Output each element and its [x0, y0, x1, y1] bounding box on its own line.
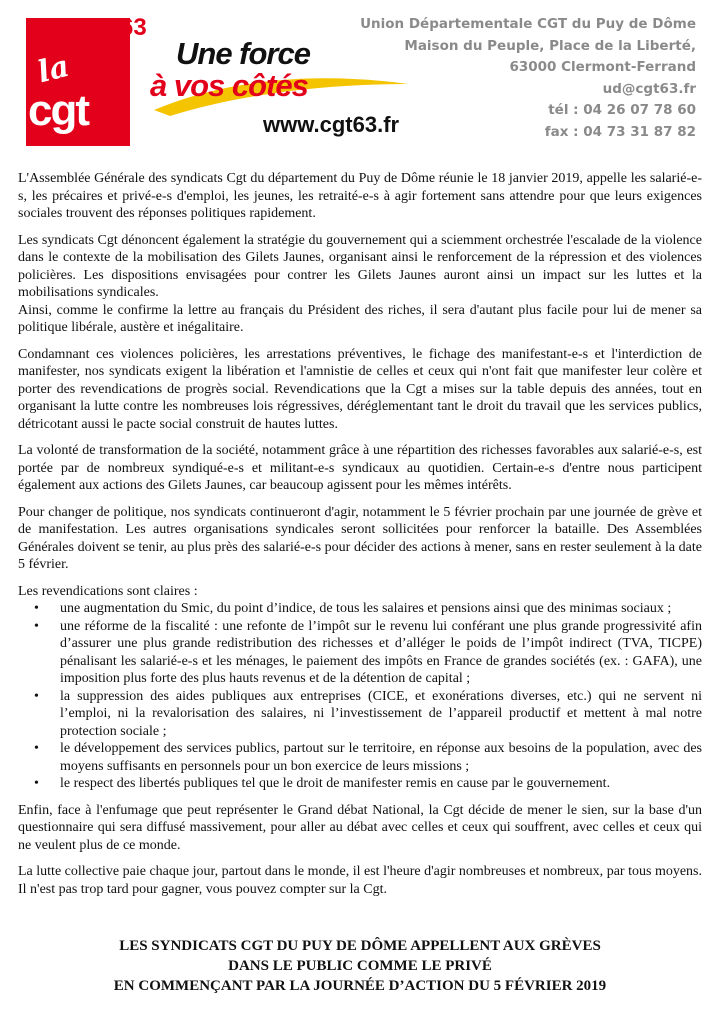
address-fax: fax : 04 73 31 87 82 — [544, 123, 696, 140]
call-to-action-line-1: LES SYNDICATS CGT DU PUY DE DÔME APPELLENT AUX GRÈVES — [119, 938, 601, 954]
address-line-city: 63000 Clermont-Ferrand — [509, 59, 696, 75]
paragraph-6: Pour changer de politique, nos syndicats continueront d'agir, notamment le 5 février prochain par une journée de grève et de manifestation. Les autres organisations syndicales seront sollicitées pour renforcer la bataille. Des Assemblées Générales doivent se tenir, au plus près des salarié-e-s pour décider des actions à mener, sans en rester seulement à la date 5 février. — [18, 504, 702, 572]
list-item-text: une réforme de la fiscalité : une refonte de l’impôt sur le revenu lui conférant une plus grande progressivité afin d’assurer une plus grande redistribution des richesses et d’alléger le poids de l’impôt indirect (TVA, TICPE) pénalisant les salarié-e-s et les ménages, le paiement des impôts en France de grandes sociétés (ex. : GAFA), une imposition plus forte des plus hauts revenus et de la détention de capital ; — [60, 618, 702, 686]
list-intro: Les revendications sont claires : — [18, 583, 198, 599]
list-item — [18, 600, 702, 618]
website-link[interactable]: www.cgt63.fr — [263, 112, 400, 137]
paragraph-4: Condamnant ces violences policières, les arrestations préventives, le fichage des manifestant-e-s et l'interdiction de manifester, nos syndicats exigent la libération et l'amnistie de celles et ceux qui n'ont fait que manifester leur colère et porter des revendications de progrès social. Revendications que la Cgt a mises sur la table depuis des années, tout en organisant la lutte contre les nombreuses lois régressives, déréglementant tant le droit du travail que les services publics, détricotant aussi le pacte social construit de hautes luttes. — [18, 346, 702, 432]
logo-department-number: 63 — [120, 14, 147, 41]
address-block — [360, 14, 696, 143]
list-item — [18, 740, 702, 775]
bullet-icon: • — [34, 741, 39, 756]
cgt-logo — [26, 18, 130, 146]
address-email[interactable]: ud@cgt63.fr — [602, 80, 696, 97]
address-line-org: Union Départementale CGT du Puy de Dôme — [360, 16, 696, 32]
bullet-icon: • — [34, 618, 39, 634]
bullet-icon: • — [34, 601, 39, 616]
list-item — [18, 775, 702, 793]
paragraph-3: Ainsi, comme le confirme la lettre au français du Président des riches, il sera d'autant plus facile pour lui de mener sa politique libérale, austère et inégalitaire. — [18, 302, 702, 335]
list-item-text: la suppression des aides publiques aux entreprises (CICE, et exonérations diverses, etc.) qui ne servent ni l’emploi, ni la revalorisation des salaires, ni l’investissement de l’appareil productif et mettent à mal notre protection sociale ; — [60, 688, 702, 739]
call-to-action-line-3: EN COMMENÇANT PAR LA JOURNÉE D’ACTION DU 5 FÉVRIER 2019 — [113, 978, 607, 994]
call-to-action — [18, 936, 702, 996]
list-item-text: le respect des libertés publiques tel que le droit de manifester remis en cause par le gouvernement. — [60, 776, 611, 791]
address-line-building: Maison du Peuple, Place de la Liberté, — [404, 37, 696, 54]
list-item — [18, 688, 702, 741]
letterhead — [0, 0, 720, 150]
paragraph-5: La volonté de transformation de la société, notamment grâce à une répartition des richesses favorables aux salarié-e-s, est portée par de nombreux syndiqué-e-s et militant-e-s syndicaux au quotidien. Certain-e-s d'entre nous participent également aux actions des Gilets Jaunes, car beaucoup agissent pour les mêmes intérêts. — [18, 443, 702, 493]
paragraph-7: Enfin, face à l'enfumage que peut représenter le Grand débat National, la Cgt décide de mener le sien, sur la base d'un questionnaire qui sera diffusé massivement, pour aller au débat avec celles et ceux qui souffrent, avec celles et ceux qui ne veulent plus de ce monde. — [18, 802, 702, 853]
bullet-icon: • — [34, 776, 39, 791]
paragraph-1: L'Assemblée Générale des syndicats Cgt du département du Puy de Dôme réunie le 18 janvier 2019, appelle les salarié-e-s, les précaires et privé-e-s d'emploi, les jeunes, les retraité-e-s à agir fortement sans attendre pour que leurs exigences sociales trouvent des réponses politiques rapidement. — [18, 171, 702, 221]
paragraph-8: La lutte collective paie chaque jour, partout dans le monde, il est l'heure d'agir nombreuses et nombreux, par tous moyens. Il n'est pas trop tard pour gagner, vous pouvez compter sur la Cgt. — [18, 864, 702, 897]
list-item-text: le développement des services publics, partout sur le territoire, en réponse aux besoins de la population, avec des moyens suffisants en personnels pour un bon exercice de leurs missions ; — [60, 741, 702, 774]
logo-cgt-text: cgt — [28, 86, 88, 135]
call-to-action-line-2: DANS LE PUBLIC COMME LE PRIVÉ — [228, 958, 492, 974]
address-phone: tél : 04 26 07 78 60 — [548, 102, 696, 118]
demands-list — [18, 600, 702, 793]
slogan-line-1: Une force — [176, 36, 310, 71]
paragraph-2: Les syndicats Cgt dénoncent également la stratégie du gouvernement qui a sciemment orchestrée l'escalade de la violence dans le contexte de la mobilisation des Gilets Jaunes, organisant ainsi le renforcement de la répression et des violences policières. Les dispositions envisagées pour contrer les Gilets Jaunes auront ainsi un impact sur les luttes et la mobilisations syndicales. — [18, 232, 702, 300]
logo-la-text: la — [34, 48, 73, 91]
slogan-line-2: à vos côtés — [150, 68, 308, 103]
list-item-text: une augmentation du Smic, du point d’indice, de tous les salaires et pensions ainsi que des minimas sociaux ; — [60, 601, 672, 616]
letter-body — [18, 170, 702, 907]
bullet-icon: • — [34, 688, 39, 704]
list-item — [18, 618, 702, 688]
